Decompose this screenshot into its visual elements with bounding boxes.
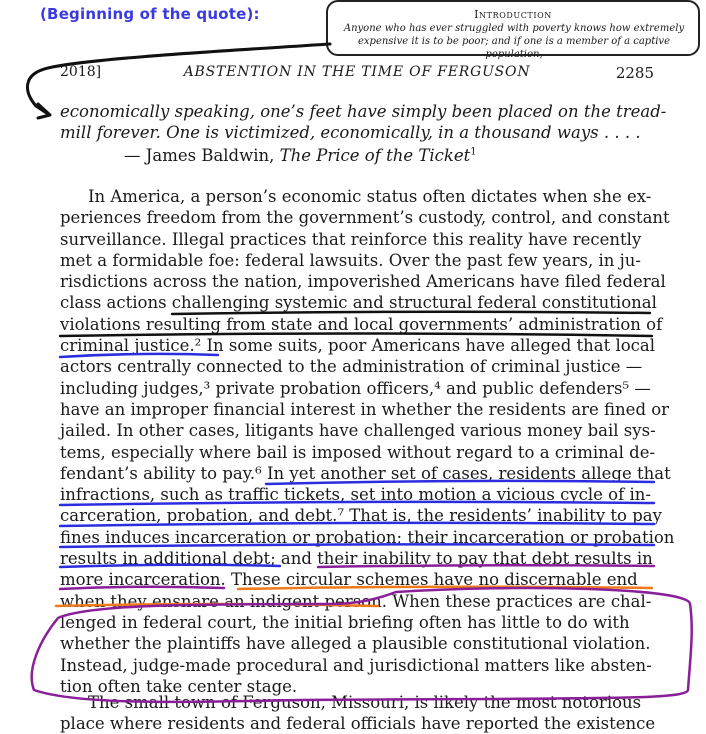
body-line: actors centrally connected to the administration of criminal justice —	[60, 357, 643, 377]
intro-line: expensive it is to be poor; and if one is a member of a captive population,	[357, 36, 670, 60]
body-line: jailed. In other cases, litigants have challenged various money bail sys-	[60, 421, 656, 441]
quote-attribution	[124, 145, 477, 166]
intro-line: Anyone who has ever struggled with poverty knows how extremely	[343, 23, 685, 34]
body-line: more incarceration. These circular schemes have no discernable end	[60, 570, 638, 590]
body-line: tems, especially where bail is imposed without regard to a criminal de-	[60, 442, 656, 462]
footnote-marker: 1	[470, 146, 477, 158]
header-title: ABSTENTION IN THE TIME OF FERGUSON	[183, 64, 531, 80]
body-line: class actions challenging systemic and structural federal constitutional	[60, 293, 657, 313]
body-line: met a formidable foe: federal lawsuits. Over the past few years, in ju-	[60, 250, 641, 270]
introduction-excerpt-box	[326, 0, 700, 60]
introduction-heading: Introduction	[474, 8, 552, 21]
epigraph-quote	[60, 101, 667, 143]
body-line: carceration, probation, and debt.⁷ That is, the residents’ inability to pay	[60, 506, 662, 526]
body-line: In America, a person’s economic status often dictates when she ex-	[88, 187, 652, 206]
body-line: tion often take center stage.	[60, 676, 298, 696]
body-line: when they ensnare an indigent person. When these practices are chal-	[60, 591, 652, 611]
body-line: infractions, such as traffic tickets, set into motion a vicious cycle of in-	[60, 485, 651, 505]
arrow-head-icon	[38, 104, 50, 118]
introduction-excerpt	[340, 22, 688, 61]
body-line: surveillance. Illegal practices that reinforce this reality have recently	[60, 229, 642, 249]
attribution-title: The Price of the Ticket	[279, 146, 471, 165]
body-line: have an improper financial interest in whether the residents are fined or	[60, 399, 670, 419]
body-line: place where residents and federal officials have reported the existence	[60, 714, 656, 733]
header-year: 2018]	[60, 64, 102, 80]
quote-line: economically speaking, one’s feet have simply been placed on the tread-	[60, 102, 667, 121]
body-line: lenged in federal court, the initial briefing often has little to do with	[60, 612, 630, 632]
body-line: results in additional debt; and their inability to pay that debt results in	[60, 549, 653, 569]
body-line: whether the plaintiffs have alleged a plausible constitutional violation.	[60, 634, 651, 654]
body-line: including judges,³ private probation officers,⁴ and public defenders⁵ —	[60, 378, 651, 398]
running-header	[60, 64, 654, 84]
quote-line: mill forever. One is victimized, economically, in a thousand ways . . . .	[60, 123, 641, 142]
attribution-author: — James Baldwin,	[124, 146, 280, 165]
body-line: periences freedom from the government’s custody, control, and constant	[60, 208, 670, 228]
next-paragraph	[60, 692, 656, 734]
handwritten-annotation-label: (Beginning of the quote):	[40, 5, 260, 23]
body-line: risdictions across the nation, impoverished Americans have filed federal	[60, 272, 666, 292]
body-line: The small town of Ferguson, Missouri, is likely the most notorious	[88, 693, 642, 712]
body-line: Instead, judge-made procedural and jurisdictional matters like absten-	[60, 655, 652, 675]
page-number: 2285	[615, 64, 654, 82]
body-line: fendant’s ability to pay.⁶ In yet another set of cases, residents allege that	[60, 463, 671, 483]
body-paragraph	[60, 186, 675, 697]
body-line: criminal justice.² In some suits, poor Americans have alleged that local	[60, 336, 656, 356]
body-line: fines induces incarceration or probation; their incarceration or probation	[60, 527, 675, 547]
body-line: violations resulting from state and local governments’ administration of	[60, 314, 663, 334]
